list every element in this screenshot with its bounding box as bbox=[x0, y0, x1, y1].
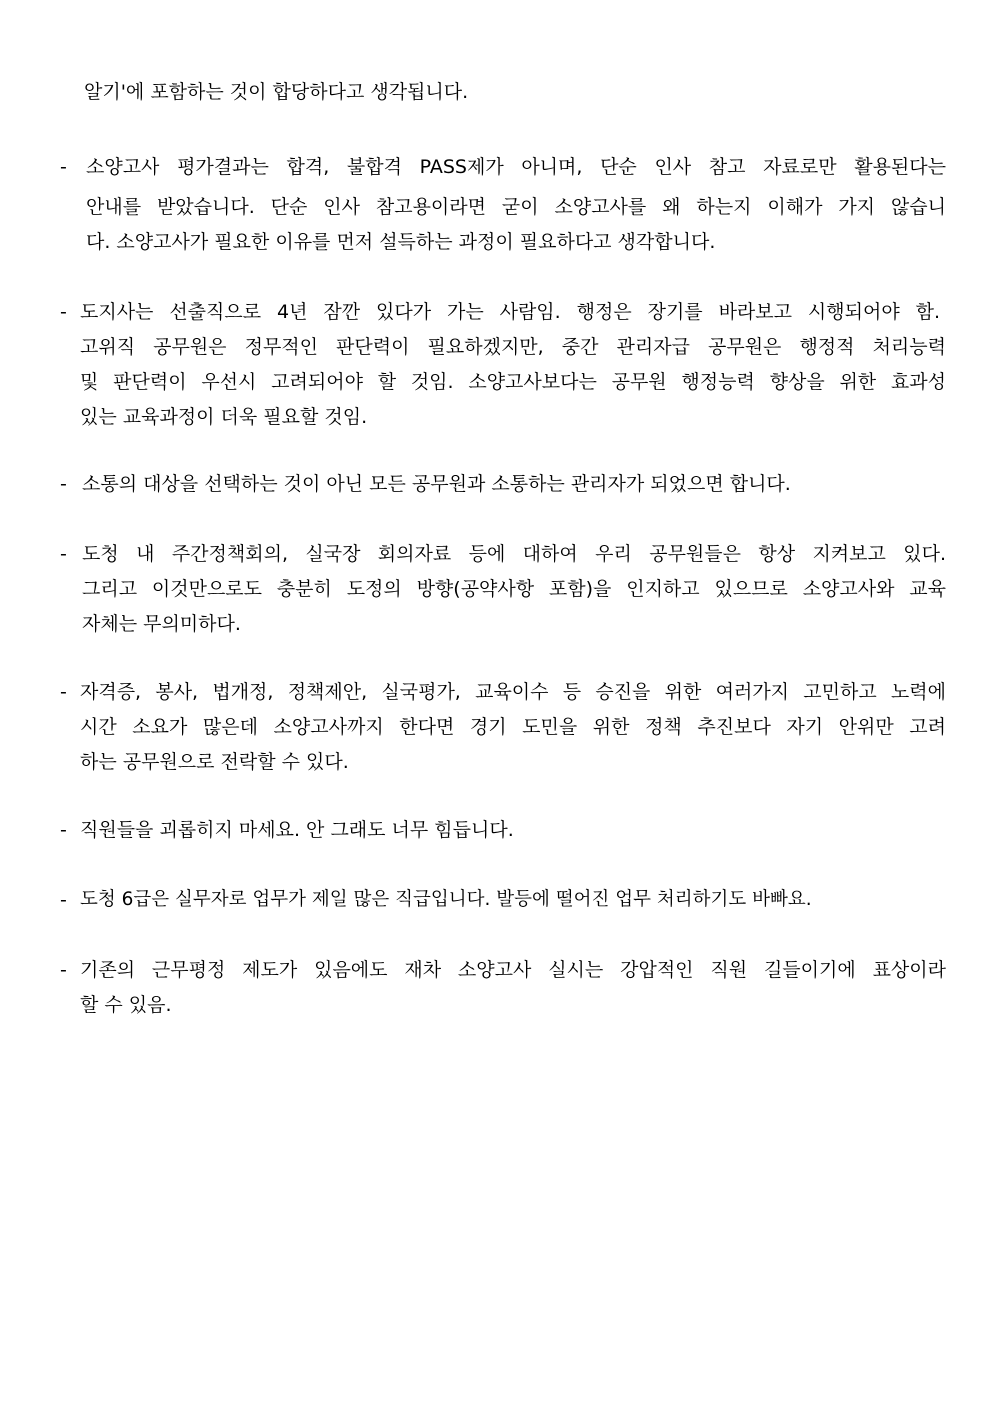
comment-line: 안내를 받았습니다. 단순 인사 참고용이라면 굳이 소양고사를 왜 하는지 이해가 가지 않습니 bbox=[86, 196, 946, 218]
bullet-dash: - bbox=[60, 543, 67, 565]
comment-line: 다. 소양고사가 필요한 이유를 먼저 설득하는 과정이 필요하다고 생각합니다. bbox=[86, 231, 716, 253]
comment-line: 도청 내 주간정책회의, 실국장 회의자료 등에 대하여 우리 공무원들은 항상 지켜보고 있다. bbox=[82, 543, 946, 565]
continuation-line: 알기'에 포함하는 것이 합당하다고 생각됩니다. bbox=[84, 81, 469, 103]
bullet-dash: - bbox=[60, 959, 67, 981]
bullet-dash: - bbox=[60, 301, 67, 323]
comment-line: 자격증, 봉사, 법개정, 정책제안, 실국평가, 교육이수 등 승진을 위한 여러가지 고민하고 노력에 bbox=[80, 681, 946, 703]
comment-line: 할 수 있음. bbox=[80, 994, 172, 1016]
comment-line: 고위직 공무원은 정무적인 판단력이 필요하겠지만, 중간 관리자급 공무원은 행정적 처리능력 bbox=[80, 336, 946, 358]
comment-line: 하는 공무원으로 전락할 수 있다. bbox=[80, 751, 349, 773]
comment-line: 있는 교육과정이 더욱 필요할 것임. bbox=[80, 406, 368, 428]
comment-line: 도청 6급은 실무자로 업무가 제일 많은 직급입니다. 발등에 떨어진 업무 처리하기도 바빠요. bbox=[80, 889, 812, 910]
bullet-dash: - bbox=[60, 819, 67, 841]
comment-line: 자체는 무의미하다. bbox=[82, 613, 241, 635]
comment-line: 소양고사 평가결과는 합격, 불합격 PASS제가 아니며, 단순 인사 참고 자료로만 활용된다는 bbox=[86, 156, 946, 178]
comment-line: 도지사는 선출직으로 4년 잠깐 있다가 가는 사람임. 행정은 장기를 바라보고 시행되어야 함. bbox=[80, 301, 940, 323]
comment-line: 시간 소요가 많은데 소양고사까지 한다면 경기 도민을 위한 정책 추진보다 자기 안위만 고려 bbox=[80, 716, 946, 738]
bullet-dash: - bbox=[60, 889, 67, 911]
comment-line: 그리고 이것만으로도 충분히 도정의 방향(공약사항 포함)을 인지하고 있으므로 소양고사와 교육 bbox=[82, 578, 946, 600]
comment-line: 및 판단력이 우선시 고려되어야 할 것임. 소양고사보다는 공무원 행정능력 향상을 위한 효과성 bbox=[80, 371, 946, 393]
comment-line: 소통의 대상을 선택하는 것이 아닌 모든 공무원과 소통하는 관리자가 되었으면 합니다. bbox=[82, 473, 791, 495]
comment-line: 기존의 근무평정 제도가 있음에도 재차 소양고사 실시는 강압적인 직원 길들이기에 표상이라 bbox=[80, 959, 946, 981]
bullet-dash: - bbox=[60, 473, 67, 495]
bullet-dash: - bbox=[60, 681, 67, 703]
bullet-dash: - bbox=[60, 156, 67, 178]
comment-line: 직원들을 괴롭히지 마세요. 안 그래도 너무 힘듭니다. bbox=[80, 819, 514, 841]
